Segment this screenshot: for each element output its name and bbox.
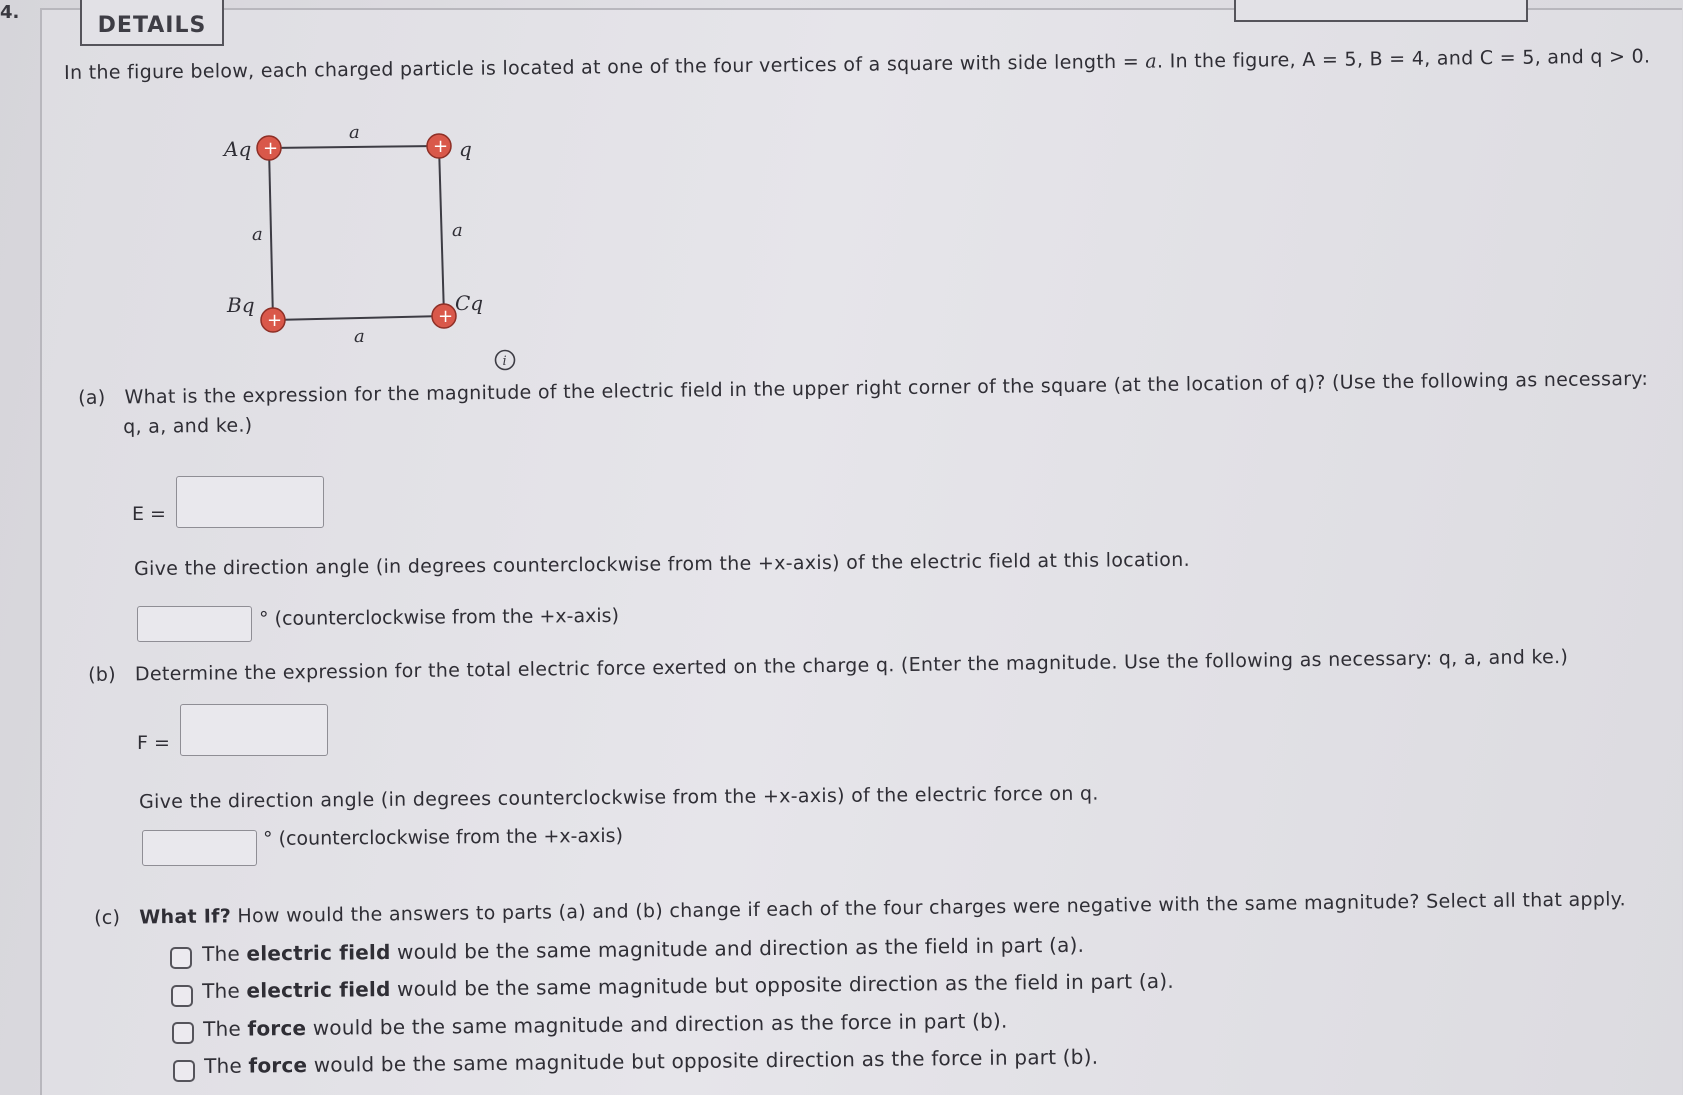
option-2-bold: electric field (246, 977, 391, 1003)
force-angle-prompt: Give the direction angle (in degrees counterclockwise from the +x-axis) of the electric force on q. (139, 782, 1099, 813)
edge-right (439, 146, 444, 316)
label-bottom-right-charge: Cq (455, 291, 484, 315)
option-1-checkbox[interactable] (170, 947, 192, 969)
info-icon[interactable] (494, 349, 516, 371)
part-c-marker: (c) (94, 906, 121, 929)
option-3-label[interactable] (203, 1009, 1008, 1041)
part-c-question (94, 888, 1626, 929)
option-4-post: would be the same magnitude but opposite direction as the force in part (b). (307, 1044, 1099, 1077)
field-angle-input[interactable] (137, 606, 252, 642)
option-2-post: would be the same magnitude but opposite direction as the field in part (a). (390, 968, 1174, 1002)
label-top-right-charge: q (459, 137, 472, 161)
edge-top (269, 146, 439, 148)
part-b-question (88, 646, 1568, 686)
label-bottom-left-charge: Bq (227, 293, 255, 317)
charge-sign: + (267, 310, 283, 331)
part-c-lead: What If? (139, 905, 232, 929)
option-3-bold: force (247, 1015, 307, 1041)
part-b-marker: (b) (88, 663, 117, 686)
field-angle-prompt: Give the direction angle (in degrees counterclockwise from the +x-axis) of the electric field at this location. (134, 548, 1190, 580)
question-panel (40, 8, 1682, 1095)
label-top-left-charge: Aq (224, 137, 252, 161)
edge-left (269, 148, 273, 320)
charge-bottom-right (432, 304, 456, 328)
part-a-question (78, 368, 1648, 409)
question-number: 4. (0, 2, 20, 23)
option-3-post: would be the same magnitude and direction as the force in part (b). (306, 1008, 1008, 1040)
header-right-button[interactable] (1234, 0, 1528, 22)
option-4-pre: The (204, 1053, 249, 1078)
charge-sign: + (438, 306, 454, 327)
option-2-label[interactable] (202, 969, 1174, 1003)
option-3-pre: The (203, 1016, 248, 1041)
label-side-top: a (349, 122, 360, 143)
part-a-vars: q, a, and ke.) (123, 414, 253, 438)
label-side-right: a (452, 220, 463, 241)
label-side-left: a (252, 224, 263, 245)
field-label: E = (132, 503, 166, 525)
option-1-bold: electric field (246, 940, 391, 966)
part-a-line1: What is the expression for the magnitude of the electric field in the upper right corner of the square (at the location of q)? (Use the following as necessary: (124, 367, 1649, 409)
option-1-post: would be the same magnitude and direction as the field in part (a). (390, 932, 1085, 965)
charge-top-left (257, 136, 281, 160)
force-angle-input[interactable] (142, 830, 257, 866)
force-label: F = (137, 732, 170, 754)
option-3-checkbox[interactable] (172, 1022, 194, 1044)
details-tab[interactable] (80, 0, 224, 46)
square-charge-figure (172, 110, 512, 370)
option-1-pre: The (202, 941, 247, 966)
option-2-pre: The (202, 978, 247, 1003)
charge-top-right (427, 134, 451, 158)
charge-sign: + (433, 136, 449, 157)
electric-field-input[interactable] (176, 476, 324, 528)
option-4-checkbox[interactable] (173, 1060, 195, 1082)
svg-text:i: i (502, 354, 507, 369)
part-c-text: How would the answers to parts (a) and (b) change if each of the four charges were negative with the same magnitude? Select all that apply. (237, 888, 1627, 928)
charge-sign: + (263, 138, 279, 159)
force-angle-suffix: ° (counterclockwise from the +x-axis) (263, 824, 624, 850)
option-4-bold: force (248, 1052, 308, 1078)
edge-bottom (273, 316, 444, 320)
part-a-marker: (a) (78, 386, 106, 409)
intro-prefix: In the figure below, each charged particle is located at one of the four vertices of a square with side length = (64, 50, 1146, 84)
force-input[interactable] (180, 704, 328, 756)
field-angle-suffix: ° (counterclockwise from the +x-axis) (259, 604, 620, 630)
part-b-text: Determine the expression for the total electric force exerted on the charge q. (Enter the magnitude. Use the following as necessary: q, a, and ke.) (134, 645, 1569, 686)
label-side-bottom: a (354, 326, 365, 347)
intro-values: A = 5, B = 4, and C = 5, and q > 0. (1302, 45, 1651, 72)
intro-mid: . In the figure, (1156, 49, 1303, 73)
details-label: DETAILS (97, 13, 207, 38)
option-1-label[interactable] (202, 933, 1084, 966)
intro-text (64, 45, 1650, 84)
option-2-checkbox[interactable] (171, 985, 193, 1007)
charge-bottom-left (261, 308, 285, 332)
option-4-label[interactable] (204, 1045, 1098, 1078)
intro-side-var: a (1145, 50, 1158, 73)
